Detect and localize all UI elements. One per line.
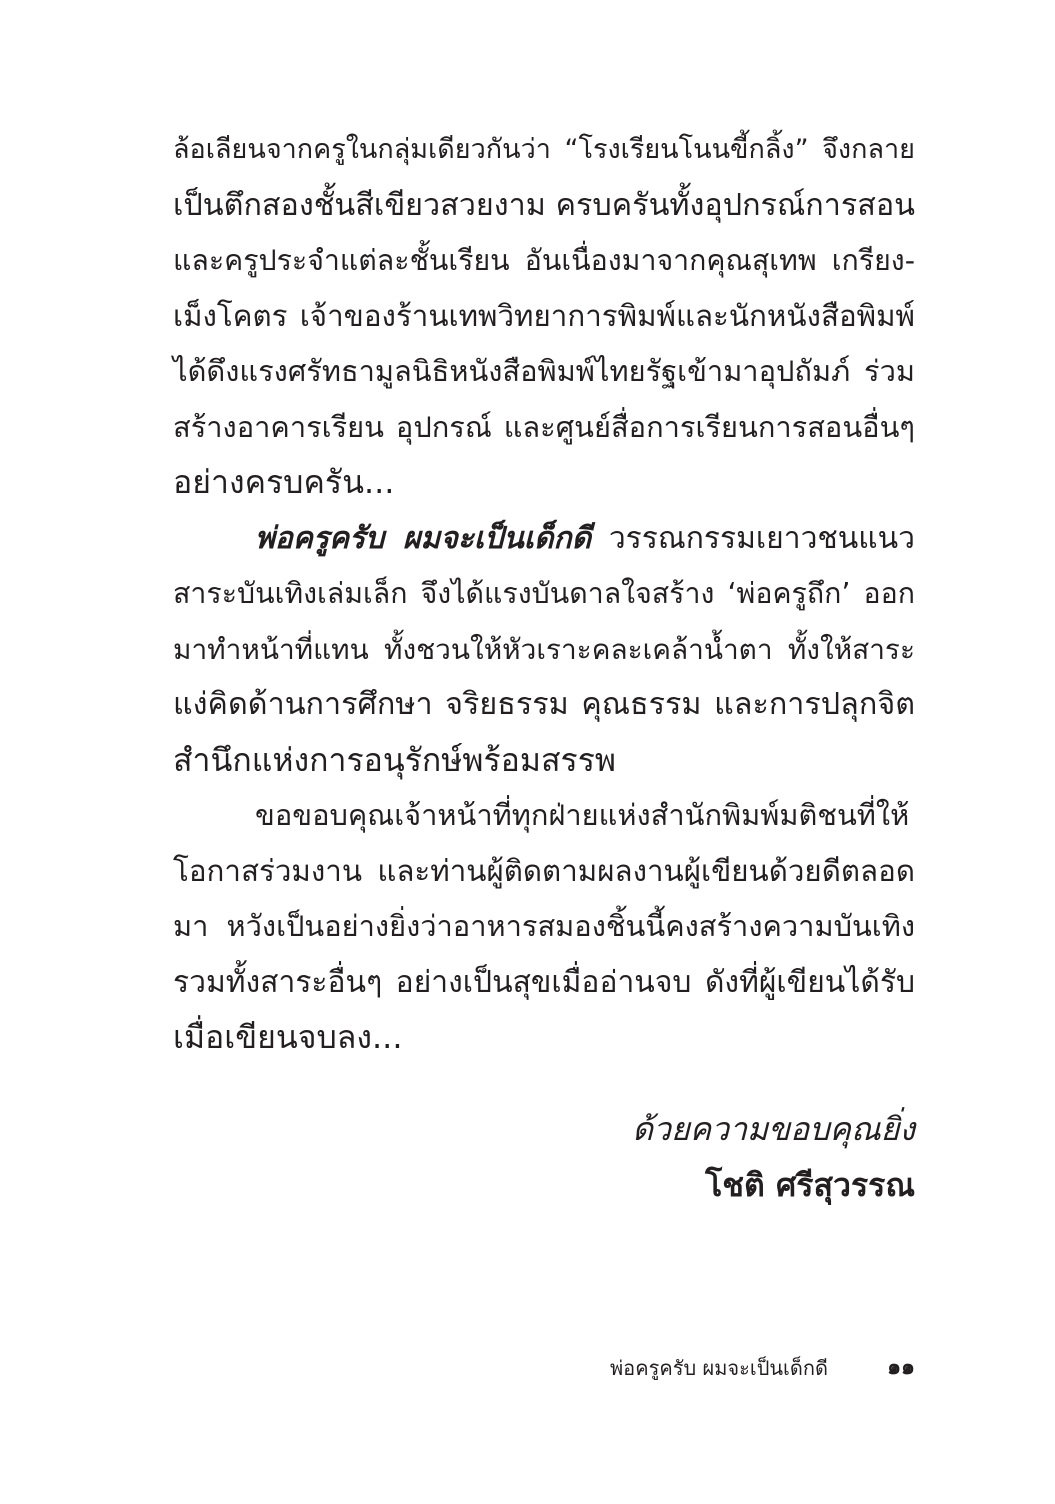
- text-line: โอกาสร่วมงาน และท่านผู้ติดตามผลงานผู้เขียนด้วยดีตลอด: [173, 853, 915, 888]
- text-line: มา หวังเป็นอย่างยิ่งว่าอาหารสมองชิ้นนี้คงสร้างความบันเทิง: [173, 909, 915, 943]
- text-line: ขอขอบคุณเจ้าหน้าที่ทุกฝ่ายแห่งสำนักพิมพ์มติชนที่ให้: [255, 798, 910, 832]
- text-line: รวมทั้งสาระอื่นๆ อย่างเป็นสุขเมื่ออ่านจบ ดังที่ผู้เขียนได้รับ: [173, 964, 915, 1000]
- page-footer: [610, 1352, 915, 1384]
- text-line: และครูประจำแต่ละชั้นเรียน อันเนื่องมาจากคุณสุเทพ เกรียง-: [173, 244, 915, 277]
- text-line: [173, 511, 915, 567]
- text-line-rest: วรรณกรรมเยาวชนแนว: [591, 520, 915, 556]
- text-line: ได้ดึงแรงศรัทธามูลนิธิหนังสือพิมพ์ไทยรัฐเข้ามาอุปถัมภ์ ร่วม: [173, 354, 915, 388]
- text-line: ล้อเลียนจากครูในกลุ่มเดียวกันว่า “โรงเรียนโนนขี้กลิ้ง” จึงกลาย: [173, 134, 915, 165]
- paragraph-2: [173, 511, 915, 789]
- closing-salutation: ด้วยความขอบคุณยิ่ง: [632, 1110, 915, 1148]
- page-number: ๑๑: [887, 1355, 915, 1380]
- text-line: เม็งโคตร เจ้าของร้านเทพวิทยาการพิมพ์และนักหนังสือพิมพ์: [173, 298, 915, 333]
- text-line: เป็นตึกสองชั้นสีเขียวสวยงาม ครบครันทั้งอุปกรณ์การสอน: [173, 187, 915, 223]
- book-title: พ่อครูครับ ผมจะเป็นเด็กดี: [255, 520, 592, 556]
- paragraph-3: [173, 788, 915, 1066]
- text-line: เมื่อเขียนจบลง...: [173, 1018, 403, 1056]
- author-name: โชติ ศรีสุวรรณ: [705, 1166, 915, 1204]
- text-line: อย่างครบครัน...: [173, 463, 395, 501]
- text-line: สำนึกแห่งการอนุรักษ์พร้อมสรรพ: [173, 740, 616, 779]
- text-line: แง่คิดด้านการศึกษา จริยธรรม คุณธรรม และการปลุกจิต: [173, 687, 915, 722]
- running-title: พ่อครูครับ ผมจะเป็นเด็กดี: [610, 1356, 828, 1380]
- paragraph-1: [173, 122, 915, 511]
- text-line: สาระบันเทิงเล่มเล็ก จึงได้แรงบันดาลใจสร้าง ‘พ่อครูถึก’ ออก: [173, 577, 915, 610]
- text-line: สร้างอาคารเรียน อุปกรณ์ และศูนย์สื่อการเรียนการสอนอื่นๆ: [173, 409, 915, 444]
- text-line: มาทำหน้าที่แทน ทั้งชวนให้หัวเราะคละเคล้าน้ำตา ทั้งให้สาระ: [173, 632, 915, 666]
- body-text: [173, 122, 915, 1066]
